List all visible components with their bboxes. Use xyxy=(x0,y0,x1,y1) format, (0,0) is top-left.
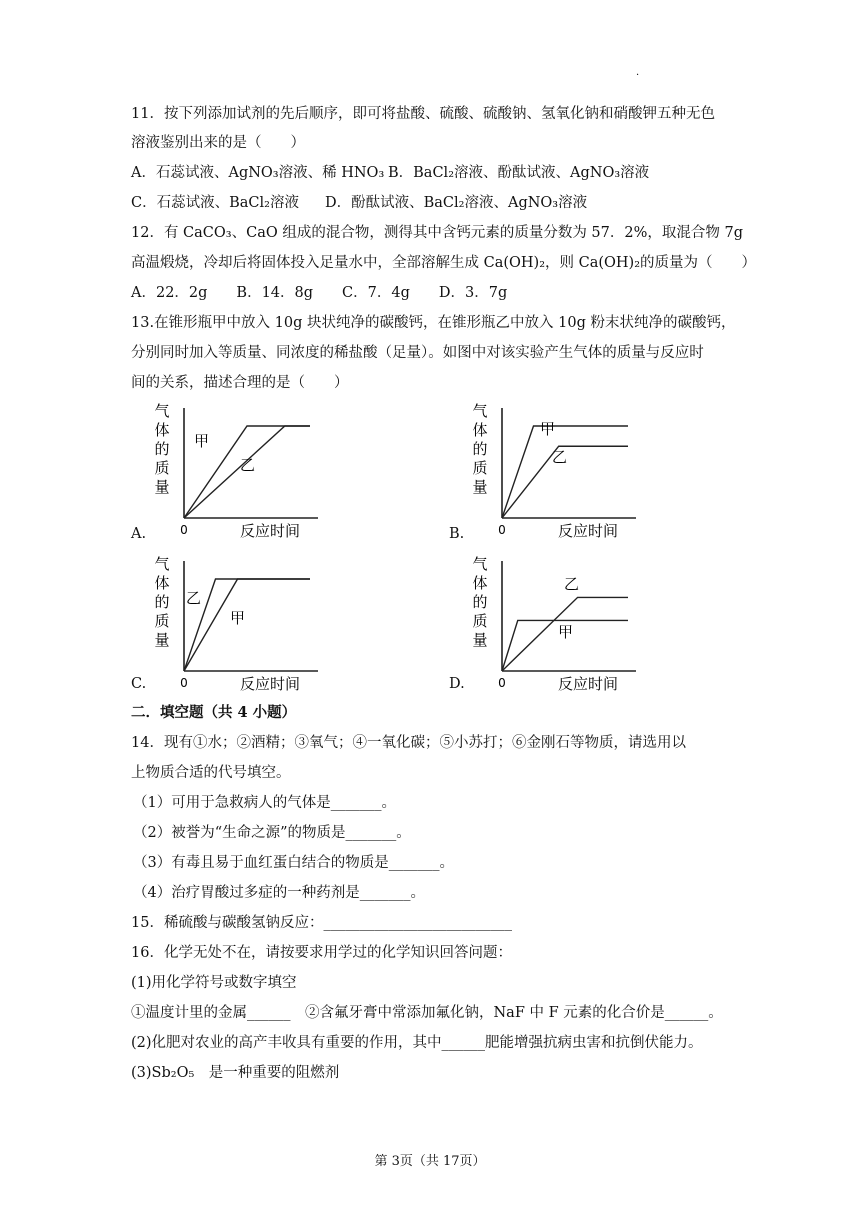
series-label-yi: 乙 xyxy=(186,589,202,607)
y-axis-label-char: 体 xyxy=(154,574,170,592)
y-axis-label-char: 气 xyxy=(472,555,488,573)
chart-svg-b xyxy=(468,400,638,540)
y-axis-label-char: 的 xyxy=(472,440,488,458)
x-axis-label: 反应时间 xyxy=(239,675,301,693)
series-label-yi: 乙 xyxy=(552,448,568,466)
q14-stem-line1: 14．现有①水；②酒精；③氧气；④一氧化碳；⑤小苏打；⑥金刚石等物质，请选用以 xyxy=(131,735,686,751)
origin-label: 0 xyxy=(180,523,188,537)
x-axis-label: 反应时间 xyxy=(557,522,619,540)
y-axis-label-char: 量 xyxy=(154,631,170,649)
origin-label: 0 xyxy=(180,676,188,690)
page-dot: · xyxy=(636,70,640,81)
y-axis-label-char: 质 xyxy=(154,459,170,477)
option-letter-d: D. xyxy=(449,676,465,692)
y-axis-label-char: 量 xyxy=(154,478,170,496)
q16-part-1-items: ①温度计里的金属______ ②含氟牙膏中常添加氟化钠，NaF 中 F 元素的化合价是______。 xyxy=(131,1005,723,1021)
q11-stem-line1: 11．按下列添加试剂的先后顺序，即可将盐酸、硫酸、硫酸钠、氢氧化钠和硝酸钾五种无色 xyxy=(131,106,715,122)
q14-stem-line2: 上物质合适的代号填空。 xyxy=(131,765,291,781)
q15-stem: 15．稀硫酸与碳酸氢钠反应：__________________________ xyxy=(131,915,512,931)
q14-sub-3: （3）有毒且易于血红蛋白结合的物质是_______。 xyxy=(133,855,454,871)
series-label-yi: 乙 xyxy=(564,575,580,593)
q13-stem-line3: 间的关系，描述合理的是（ ） xyxy=(131,375,349,391)
page-footer: 第 3页（共 17页） xyxy=(374,1154,486,1169)
series-label-yi: 乙 xyxy=(240,456,256,474)
q12-options: A．22．2g B．14．8g C．7．4g D．3．7g xyxy=(131,285,508,301)
y-axis-label-char: 量 xyxy=(472,631,488,649)
q11-option-a: A．石蕊试液、AgNO₃溶液、稀 HNO₃ xyxy=(131,165,385,181)
y-axis-label-char: 气 xyxy=(154,402,170,420)
series-line-jia xyxy=(184,579,310,671)
series-label-jia: 甲 xyxy=(540,420,556,438)
q16-part-2: (2)化肥对农业的高产丰收具有重要的作用，其中______肥能增强抗病虫害和抗倒伏能力。 xyxy=(131,1035,703,1051)
chart-svg-c xyxy=(150,553,320,693)
q11-option-b: B．BaCl₂溶液、酚酞试液、AgNO₃溶液 xyxy=(388,165,650,181)
q13-stem-line2: 分别同时加入等质量、同浓度的稀盐酸（足量）。如图中对该实验产生气体的质量与反应时 xyxy=(131,345,704,361)
chart-option-a xyxy=(150,400,320,544)
option-letter-c: C. xyxy=(131,676,147,692)
series-label-jia: 甲 xyxy=(230,609,246,627)
q11-option-c: C．石蕊试液、BaCl₂溶液 xyxy=(131,195,299,211)
x-axis-label: 反应时间 xyxy=(557,675,619,693)
q16-stem-line1: 16．化学无处不在，请按要求用学过的化学知识回答问题： xyxy=(131,945,512,961)
y-axis-label-char: 的 xyxy=(154,593,170,611)
y-axis-label-char: 气 xyxy=(472,402,488,420)
chart-option-c xyxy=(150,553,320,697)
series-line-jia xyxy=(502,426,628,518)
y-axis-label-char: 体 xyxy=(154,421,170,439)
y-axis-label-char: 体 xyxy=(472,421,488,439)
chart-svg-d xyxy=(468,553,638,693)
q14-sub-1: （1）可用于急救病人的气体是_______。 xyxy=(133,795,396,811)
q14-sub-2: （2）被誉为“生命之源”的物质是_______。 xyxy=(133,825,411,841)
series-label-jia: 甲 xyxy=(194,432,210,450)
y-axis-label-char: 质 xyxy=(472,612,488,630)
q11-option-d: D．酚酞试液、BaCl₂溶液、AgNO₃溶液 xyxy=(325,195,588,211)
x-axis-label: 反应时间 xyxy=(239,522,301,540)
origin-label: 0 xyxy=(498,523,506,537)
chart-option-b xyxy=(468,400,638,544)
q12-stem-line1: 12．有 CaCO₃、CaO 组成的混合物，测得其中含钙元素的质量分数为 57．2%，取混合物 7g xyxy=(131,225,744,241)
q11-stem-line2: 溶液鉴别出来的是（ ） xyxy=(131,135,305,151)
origin-label: 0 xyxy=(498,676,506,690)
series-label-jia: 甲 xyxy=(558,623,574,641)
y-axis-label-char: 体 xyxy=(472,574,488,592)
y-axis-label-char: 量 xyxy=(472,478,488,496)
q16-part-3: (3)Sb₂O₅ 是一种重要的阻燃剂 xyxy=(131,1065,340,1081)
y-axis-label-char: 的 xyxy=(154,440,170,458)
option-letter-b: B. xyxy=(449,526,465,542)
y-axis-label-char: 的 xyxy=(472,593,488,611)
option-letter-a: A. xyxy=(131,526,147,542)
q16-part-1: (1)用化学符号或数字填空 xyxy=(131,975,297,991)
chart-option-d xyxy=(468,553,638,697)
y-axis-label-char: 气 xyxy=(154,555,170,573)
y-axis-label-char: 质 xyxy=(472,459,488,477)
series-line-yi xyxy=(184,579,310,671)
section-2-title: 二．填空题（共 4 小题） xyxy=(131,704,297,721)
q13-stem-line1: 13.在锥形瓶甲中放入 10g 块状纯净的碳酸钙，在锥形瓶乙中放入 10g 粉末状纯净的碳酸钙， xyxy=(131,315,736,331)
chart-svg-a xyxy=(150,400,320,540)
q12-stem-line2: 高温煅烧，冷却后将固体投入足量水中，全部溶解生成 Ca(OH)₂，则 Ca(OH)₂的质量为（ ） xyxy=(131,255,757,271)
q14-sub-4: （4）治疗胃酸过多症的一种药剂是_______。 xyxy=(133,885,425,901)
y-axis-label-char: 质 xyxy=(154,612,170,630)
